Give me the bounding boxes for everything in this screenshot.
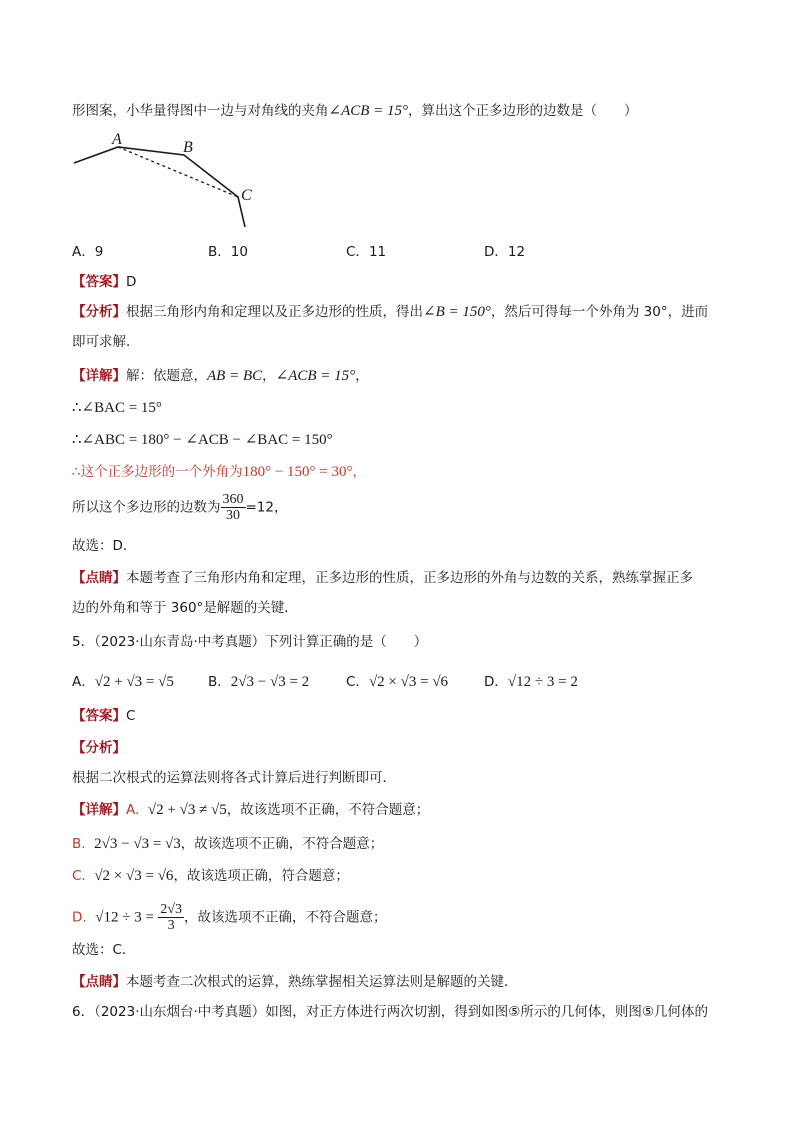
q4-comment-line1: 【点睛】本题考查了三角形内角和定理，正多边形的性质，正多边形的外角与边数的关系，熟练掌握正多 <box>72 570 693 586</box>
q4-answer: 【答案】D <box>72 274 137 290</box>
q4-stem: 形图案，小华量得图中一边与对角线的夹角∠ACB = 15°，算出这个正多边形的边数是（ ） <box>72 103 638 119</box>
q5-stem: 5．（2023·山东青岛·中考真题）下列计算正确的是（ ） <box>72 634 428 650</box>
q5-comment: 【点睛】本题考查二次根式的运算，熟练掌握相关运算法则是解题的关键． <box>72 974 518 990</box>
q4-step1: ∴∠BAC = 15° <box>72 400 162 416</box>
q5-answer: 【答案】C <box>72 708 136 724</box>
q4-step2: ∴∠ABC = 180° − ∠ACB − ∠BAC = 150° <box>72 432 333 448</box>
q5-option-b: B．2√3 − √3 = 2 <box>208 674 310 690</box>
label-b: B <box>183 139 193 156</box>
q5-option-c: C．√2 × √3 = √6 <box>346 674 449 690</box>
q4-option-a: A．9 <box>72 244 104 260</box>
q4-option-d: D．12 <box>484 244 526 260</box>
q5-choose: 故选：C． <box>72 942 136 958</box>
q4-option-c: C．11 <box>346 244 387 260</box>
q4-analysis-line1: 【分析】根据三角形内角和定理以及正多边形的性质，得出∠B = 150°，然后可得每一个外角为 30°，进而 <box>72 304 709 320</box>
fraction-2root3-3: $\frac{2√3}{3}$ <box>160 902 182 933</box>
q5-detail-d: D. √12 ÷ 3 = $\frac{2√3}{3}$ ，故该选项不正确，不符合题意； <box>72 902 387 933</box>
fraction-360-30: $\frac{360}{30}$ <box>222 492 244 523</box>
q5-detail-a: 【详解】A. √2 + √3 ≠ √5，故该选项不正确，不符合题意； <box>72 802 430 818</box>
q4-polygon-figure <box>60 128 280 240</box>
polygon-edges <box>74 147 245 227</box>
q6-stem: 6．（2023·山东烟台·中考真题）如图，对正方体进行两次切割，得到如图⑤所示的几何体，则图⑤几何体的 <box>72 1004 708 1020</box>
q4-choose: 故选：D． <box>72 538 137 554</box>
q4-analysis-line2: 即可求解． <box>72 334 140 350</box>
q5-analysis: 根据二次根式的运算法则将各式计算后进行判断即可． <box>72 770 396 786</box>
label-c: C <box>241 187 252 204</box>
q5-analysis-tag: 【分析】 <box>72 740 126 756</box>
q5-detail-b: B. 2√3 − √3 = √3，故该选项不正确，不符合题意； <box>72 836 384 852</box>
q4-detail-line1: 【详解】解：依题意，AB = BC，∠ACB = 15°， <box>72 368 369 384</box>
q5-option-d: D．√12 ÷ 3 = 2 <box>484 674 578 690</box>
q5-detail-c: C. √2 × √3 = √6，故该选项正确，符合题意； <box>72 868 349 884</box>
q4-option-b: B．10 <box>208 244 248 260</box>
q4-step3: ∴这个正多边形的一个外角为180° − 150° = 30°， <box>72 464 367 480</box>
q4-step4: 所以这个多边形的边数为 $\frac{360}{30}$ =12， <box>72 492 288 523</box>
q5-option-a: A．√2 + √3 = √5 <box>72 674 174 690</box>
label-a: A <box>112 131 122 148</box>
q4-comment-line2: 边的外角和等于 360°是解题的关键． <box>72 600 298 616</box>
